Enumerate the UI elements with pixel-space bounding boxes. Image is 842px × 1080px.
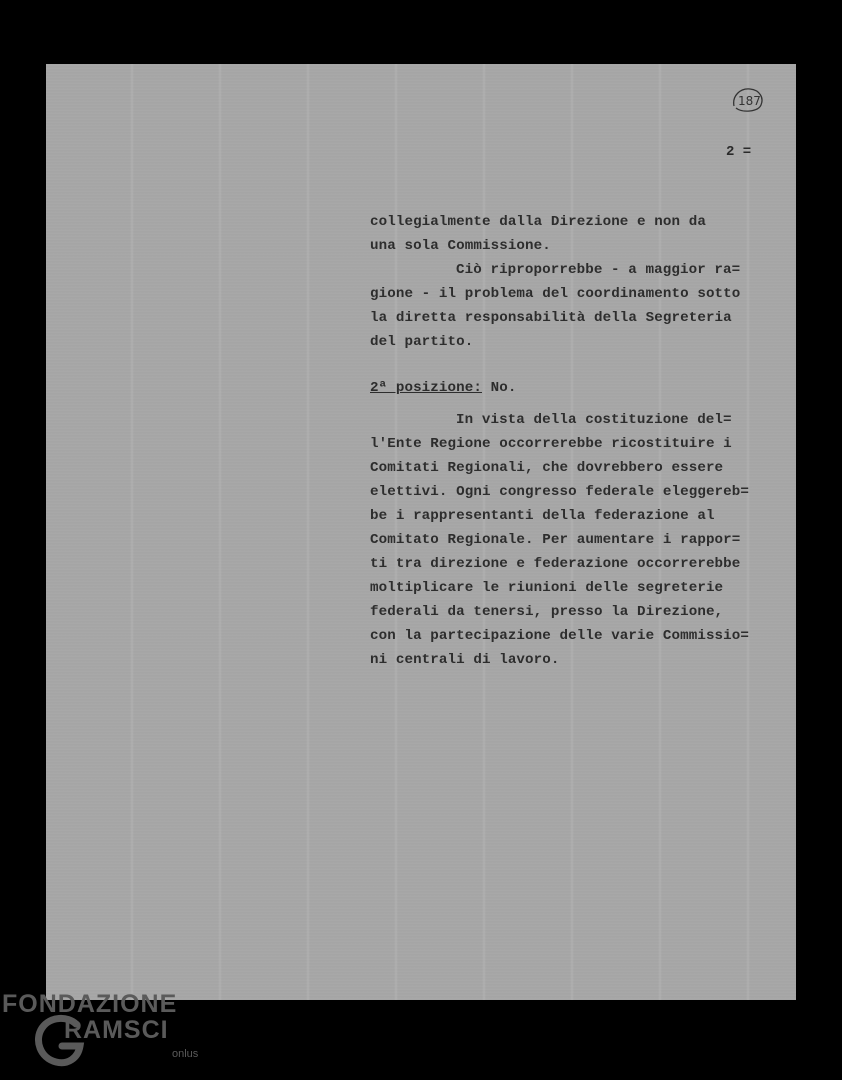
text-line-12: be i rappresentanti della federazione al bbox=[370, 508, 715, 524]
logo-line1: FONDAZIONE bbox=[2, 990, 178, 1018]
logo-subtitle: onlus bbox=[172, 1048, 199, 1060]
text-line-15: moltiplicare le riunioni delle segreterie bbox=[370, 580, 724, 596]
section-heading bbox=[370, 380, 516, 396]
text-line-13: Comitato Regionale. Per aumentare i rappor= bbox=[370, 532, 741, 548]
text-line-11: elettivi. Ogni congresso federale eleggereb= bbox=[370, 484, 750, 500]
text-line-5: la diretta responsabilità della Segreteria bbox=[370, 310, 732, 326]
text-line-9: l'Ente Regione occorrerebbe ricostituire i bbox=[370, 436, 732, 452]
text-line-10: Comitati Regionali, che dovrebbero essere bbox=[370, 460, 724, 476]
section-heading-text: No. bbox=[481, 380, 517, 396]
document-page bbox=[46, 64, 796, 1000]
text-line-16: federali da tenersi, presso la Direzione, bbox=[370, 604, 724, 620]
logo-line2: RAMSCI bbox=[64, 1016, 169, 1044]
text-line-6: del partito. bbox=[370, 334, 474, 350]
page-number: 2 = bbox=[726, 144, 752, 160]
text-line-8: In vista della costituzione del= bbox=[456, 412, 732, 428]
text-line-3: Ciò riproporrebbe - a maggior ra= bbox=[456, 262, 741, 278]
text-line-17: con la partecipazione delle varie Commissio= bbox=[370, 628, 750, 644]
fondazione-gramsci-logo bbox=[0, 986, 210, 1080]
text-line-18: ni centrali di lavoro. bbox=[370, 652, 560, 668]
folio-number: 187 bbox=[738, 94, 761, 108]
text-line-4: gione - il problema del coordinamento sotto bbox=[370, 286, 741, 302]
section-heading-label: 2ª posizione: bbox=[370, 380, 482, 396]
text-line-14: ti tra direzione e federazione occorrerebbe bbox=[370, 556, 741, 572]
text-line-2: una sola Commissione. bbox=[370, 238, 551, 254]
folio-stamp bbox=[730, 86, 766, 114]
text-line-1: collegialmente dalla Direzione e non da bbox=[370, 214, 706, 230]
